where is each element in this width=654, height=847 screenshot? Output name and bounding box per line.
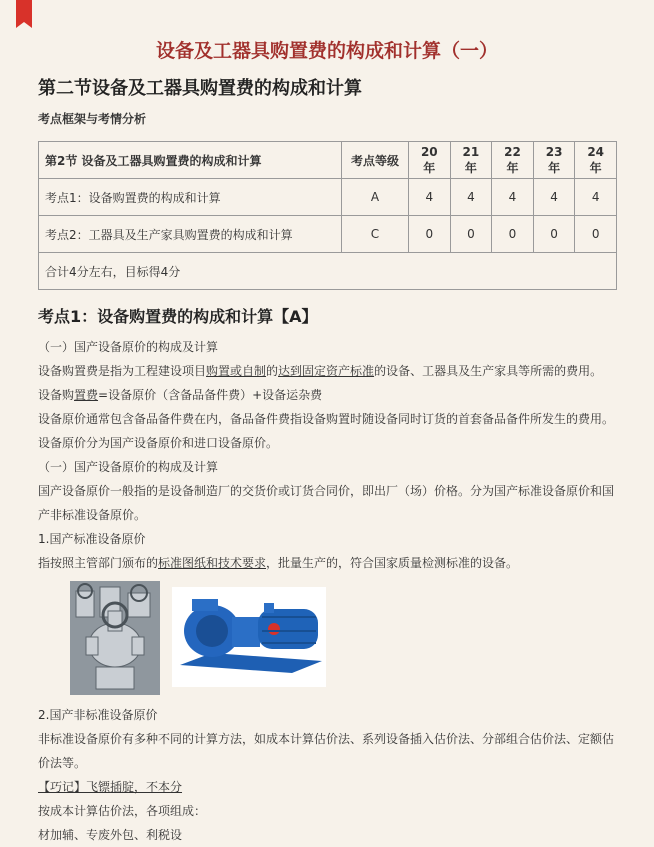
article-content (0, 74, 654, 847)
text-line: 【巧记】飞镖插腚，不本分 (38, 780, 183, 794)
table-cell: 4 (409, 179, 451, 216)
table-cell: 4 (450, 179, 492, 216)
text-line: 设备购置费=设备原价（含备品备件费）+设备运杂费 (38, 388, 323, 402)
table-cell: 0 (575, 216, 617, 253)
equipment-images (70, 581, 616, 695)
table-header-cell: 第2节 设备及工器具购置费的构成和计算 (39, 142, 342, 179)
text-line: 1.国产标准设备原价 (38, 532, 146, 546)
table-header-cell: 20年 (409, 142, 451, 179)
text-line: 国产设备原价一般指的是设备制造厂的交货价或订货合同价，即出厂（场）价格。分为国产标准设备原价和国 (38, 484, 615, 498)
text-line: 按成本计算估价法，各项组成： (38, 804, 207, 818)
text-line: 材加辅、专废外包、利税设 (38, 828, 183, 842)
text-line: （一）国产设备原价的构成及计算 (38, 460, 219, 474)
section-title: 第二节设备及工器具购置费的构成和计算 (38, 78, 362, 99)
table-cell: 0 (409, 216, 451, 253)
text-line: 设备购置费是指为工程建设项目购置或自制的达到固定资产标准的设备、工器具及生产家具等所需的费用。 (38, 364, 603, 378)
table-row (39, 216, 617, 253)
table-cell: 考点1：设备购置费的构成和计算 (39, 179, 342, 216)
kp1-title: 考点1：设备购置费的构成和计算【A】 (38, 307, 318, 326)
table-header-cell: 23年 (533, 142, 575, 179)
text-line: 价法等。 (38, 756, 87, 770)
table-footer-cell: 合计4分左右，目标得4分 (39, 253, 617, 290)
text-line: 指按照主管部门颁布的标准图纸和技术要求，批量生产的，符合国家质量检测标准的设备。 (38, 556, 519, 570)
table-cell: A (342, 179, 409, 216)
table-row (39, 179, 617, 216)
text-line: 设备原价通常包含备品备件费在内，备品备件费指设备购置时随设备同时订货的首套备品备件所发生的费用。 (38, 412, 615, 426)
table-cell: 4 (492, 179, 534, 216)
table-header-cell: 考点等级 (342, 142, 409, 179)
table-header-cell: 24年 (575, 142, 617, 179)
table-cell: C (342, 216, 409, 253)
table-cell: 考点2：工器具及生产家具购置费的构成和计算 (39, 216, 342, 253)
bookmark-icon (16, 0, 32, 22)
table-cell: 4 (533, 179, 575, 216)
table-cell: 0 (450, 216, 492, 253)
table-header-row (39, 142, 617, 179)
exam-points-table (38, 141, 617, 290)
text-line: （一）国产设备原价的构成及计算 (38, 340, 219, 354)
table-header-cell: 22年 (492, 142, 534, 179)
text-line: 非标准设备原价有多种不同的计算方法，如成本计算估价法、系列设备插入估价法、分部组合估价法、定额估 (38, 732, 615, 746)
text-line: 2.国产非标准设备原价 (38, 708, 158, 722)
valves-image (70, 581, 160, 695)
table-header-cell: 21年 (450, 142, 492, 179)
table-cell: 4 (575, 179, 617, 216)
sub-title: 考点框架与考情分析 (38, 112, 147, 126)
text-line: 产非标准设备原价。 (38, 508, 147, 522)
table-cell: 0 (492, 216, 534, 253)
table-footer-row (39, 253, 617, 290)
text-line: 设备原价分为国产设备原价和进口设备原价。 (38, 436, 279, 450)
table-cell: 0 (533, 216, 575, 253)
pump-image (172, 587, 326, 687)
page-title: 设备及工器具购置费的构成和计算（一） (155, 40, 498, 62)
